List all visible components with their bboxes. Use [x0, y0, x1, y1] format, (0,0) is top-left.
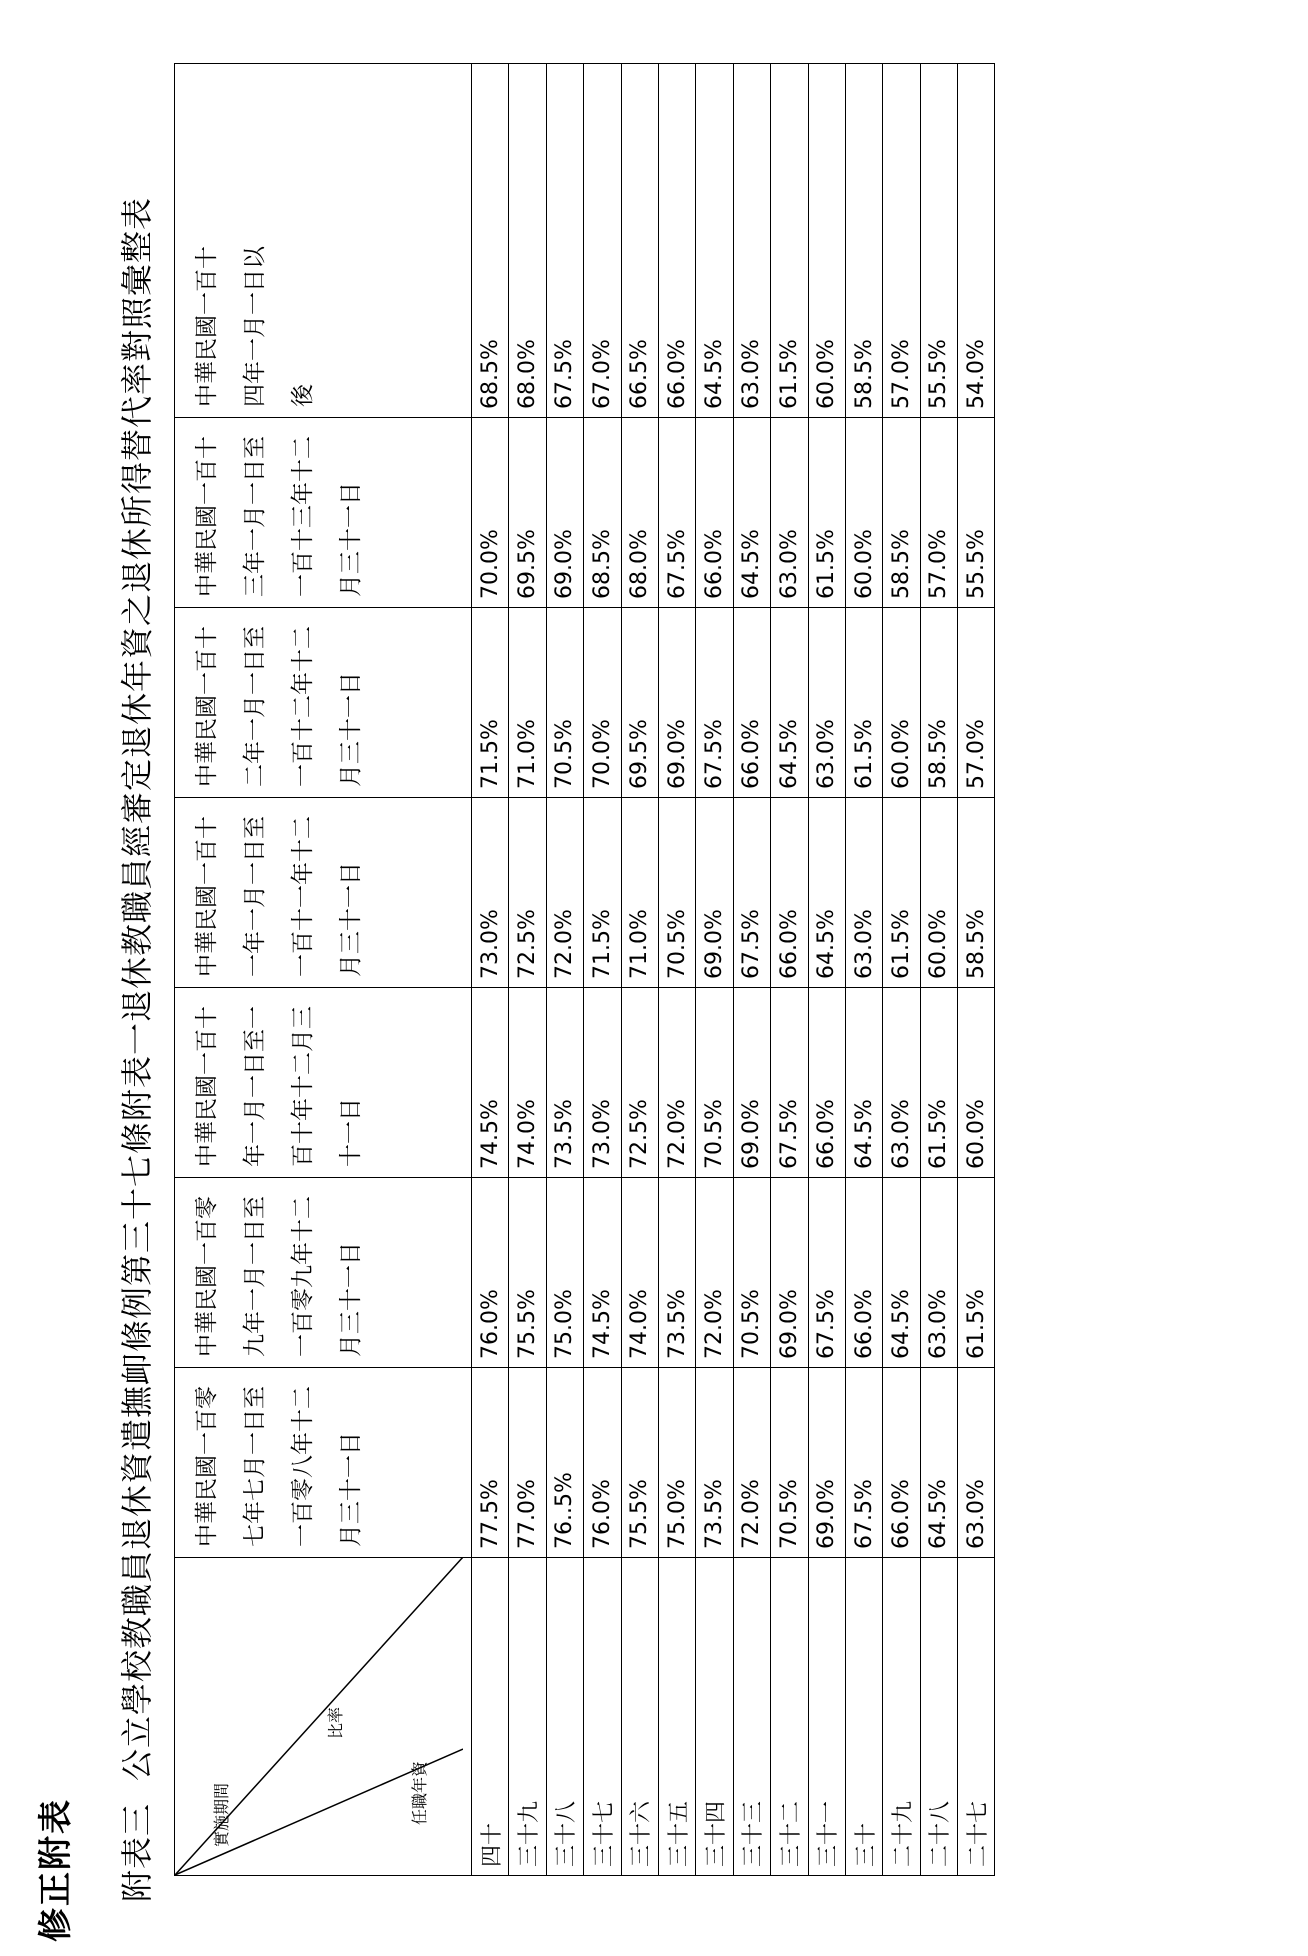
rate-cell: 58.5%: [883, 418, 920, 608]
period-header-line: 百十年十二月三: [290, 1006, 316, 1167]
rate-cell: 75.5%: [509, 1178, 546, 1368]
period-header-line: 月三十一日: [338, 862, 364, 977]
rate-cell: 67.5%: [658, 418, 695, 608]
rate-cell: 64.5%: [845, 988, 882, 1178]
rate-cell: 70.5%: [733, 1178, 770, 1368]
rate-cell: 61.5%: [771, 64, 808, 418]
rate-cell: 60.0%: [958, 988, 995, 1178]
rate-cell: 64.5%: [808, 798, 845, 988]
rate-cell: 61.5%: [883, 798, 920, 988]
rate-cell: 60.0%: [808, 64, 845, 418]
rate-cell: 73.0%: [472, 798, 509, 988]
rate-cell: 66.0%: [845, 1178, 882, 1368]
rate-cell: 67.5%: [808, 1178, 845, 1368]
period-header-line: 月三十一日: [338, 1242, 364, 1357]
rate-cell: 68.5%: [584, 418, 621, 608]
period-header-line: 中華民國一百零: [194, 1386, 220, 1547]
period-header-cell: [175, 988, 472, 1178]
rate-cell: 67.5%: [845, 1368, 882, 1558]
rate-cell: 61.5%: [808, 418, 845, 608]
rate-cell: 63.0%: [958, 1368, 995, 1558]
rate-cell: 70.0%: [584, 608, 621, 798]
table-title-text: 公立學校教職員退休資遣撫卹條例第三十七條附表一退休教職員經審定退休年資之退休所得替代率對照彙整表: [118, 196, 156, 1781]
rate-cell: 71.0%: [621, 798, 658, 988]
rate-cell: 63.0%: [808, 608, 845, 798]
rate-cell: 57.0%: [958, 608, 995, 798]
table-title: [112, 197, 158, 1902]
rate-cell: 73.5%: [658, 1178, 695, 1368]
period-header-cell: [175, 1368, 472, 1558]
rate-cell: 72.0%: [696, 1178, 733, 1368]
rate-cell: 70.5%: [771, 1368, 808, 1558]
rate-cell: 72.5%: [509, 798, 546, 988]
rate-cell: 63.0%: [771, 418, 808, 608]
corner-ratio-label: 比率: [326, 1706, 345, 1739]
period-header-line: 後: [290, 384, 316, 407]
rate-cell: 71.0%: [509, 608, 546, 798]
rate-cell: 74.5%: [584, 1178, 621, 1368]
period-header-cell: [175, 1178, 472, 1368]
rate-cell: 74.0%: [509, 988, 546, 1178]
period-header-cell: [175, 64, 472, 418]
rate-cell: 64.5%: [771, 608, 808, 798]
rate-cell: 67.5%: [733, 798, 770, 988]
period-header-line: 月三十一日: [338, 672, 364, 787]
years-cell: 三十九: [509, 1558, 546, 1876]
rate-cell: 75.0%: [658, 1368, 695, 1558]
period-header-line: 中華民國一百十: [194, 1006, 220, 1167]
table-label: 附表三: [118, 1802, 156, 1902]
period-header-line: 一百十三年十二: [290, 436, 316, 597]
rate-cell: 57.0%: [883, 64, 920, 418]
rate-cell: 61.5%: [958, 1178, 995, 1368]
rate-cell: 66.0%: [696, 418, 733, 608]
rate-cell: 72.5%: [621, 988, 658, 1178]
rate-cell: 55.5%: [958, 418, 995, 608]
rate-cell: 63.0%: [883, 988, 920, 1178]
rate-cell: 72.0%: [658, 988, 695, 1178]
period-header-line: 十一日: [338, 1098, 364, 1167]
period-header-line: 一百十一年十二: [290, 816, 316, 977]
table-row: [845, 64, 882, 1876]
rate-cell: 71.5%: [584, 798, 621, 988]
years-cell: 四十: [472, 1558, 509, 1876]
period-header-line: 年一月一日至一: [242, 1006, 268, 1167]
rate-cell: 66.0%: [771, 798, 808, 988]
rate-cell: 66.0%: [883, 1368, 920, 1558]
rate-cell: 70.5%: [696, 988, 733, 1178]
rate-cell: 66.5%: [621, 64, 658, 418]
period-header-cell: [175, 608, 472, 798]
replacement-rate-table: [174, 63, 995, 1876]
rate-cell: 57.0%: [920, 418, 957, 608]
rate-cell: 69.0%: [658, 608, 695, 798]
period-header-line: 一年一月一日至: [242, 816, 268, 977]
period-header-line: 中華民國一百零: [194, 1196, 220, 1357]
rate-cell: 54.0%: [958, 64, 995, 418]
rate-cell: 58.5%: [958, 798, 995, 988]
rate-cell: 68.5%: [472, 64, 509, 418]
corner-period-label: 實施期間: [212, 1782, 231, 1847]
period-header-line: 七年七月一日至: [242, 1386, 268, 1547]
table-row: [658, 64, 695, 1876]
table-row: [920, 64, 957, 1876]
rate-cell: 76.0%: [584, 1368, 621, 1558]
rate-cell: 63.0%: [920, 1178, 957, 1368]
period-header-line: 中華民國一百十: [194, 246, 220, 407]
years-cell: 三十一: [808, 1558, 845, 1876]
rate-cell: 73.0%: [584, 988, 621, 1178]
rate-cell: 77.5%: [472, 1368, 509, 1558]
years-cell: 三十七: [584, 1558, 621, 1876]
rate-cell: 67.5%: [771, 988, 808, 1178]
rate-cell: 64.5%: [733, 418, 770, 608]
rate-cell: 60.0%: [920, 798, 957, 988]
rate-cell: 61.5%: [920, 988, 957, 1178]
period-header-line: 中華民國一百十: [194, 436, 220, 597]
rate-cell: 70.0%: [472, 418, 509, 608]
period-header-line: 一百零八年十二: [290, 1386, 316, 1547]
rate-cell: 64.5%: [920, 1368, 957, 1558]
rate-cell: 69.0%: [771, 1178, 808, 1368]
years-cell: 三十六: [621, 1558, 658, 1876]
table-row: [733, 64, 770, 1876]
table-row: [696, 64, 733, 1876]
rate-cell: 72.0%: [733, 1368, 770, 1558]
rate-cell: 75.5%: [621, 1368, 658, 1558]
table-row: [883, 64, 920, 1876]
period-header-line: 三年一月一日至: [242, 436, 268, 597]
rate-cell: 69.0%: [546, 418, 583, 608]
rate-cell: 64.5%: [883, 1178, 920, 1368]
years-cell: 三十三: [733, 1558, 770, 1876]
rate-cell: 58.5%: [845, 64, 882, 418]
period-header-line: 月三十一日: [338, 1432, 364, 1547]
rate-cell: 74.5%: [472, 988, 509, 1178]
header-row: [175, 64, 472, 1876]
rate-cell: 73.5%: [546, 988, 583, 1178]
period-header-line: 中華民國一百十: [194, 626, 220, 787]
rate-cell: 66.0%: [658, 64, 695, 418]
period-header-cell: [175, 418, 472, 608]
rate-cell: 61.5%: [845, 608, 882, 798]
rate-cell: 68.0%: [621, 418, 658, 608]
rate-cell: 55.5%: [920, 64, 957, 418]
period-header-line: 九年一月一日至: [242, 1196, 268, 1357]
rate-cell: 67.5%: [696, 608, 733, 798]
rate-cell: 63.0%: [845, 798, 882, 988]
years-cell: 二十九: [883, 1558, 920, 1876]
table-row: [584, 64, 621, 1876]
rate-cell: 64.5%: [696, 64, 733, 418]
period-header-cell: [175, 798, 472, 988]
rate-cell: 75.0%: [546, 1178, 583, 1368]
years-cell: 三十四: [696, 1558, 733, 1876]
rate-cell: 63.0%: [733, 64, 770, 418]
rate-cell: 58.5%: [920, 608, 957, 798]
table-row: [808, 64, 845, 1876]
rate-cell: 68.0%: [509, 64, 546, 418]
rate-cell: 67.5%: [546, 64, 583, 418]
rate-cell: 76.0%: [472, 1178, 509, 1368]
rate-cell: 69.0%: [808, 1368, 845, 1558]
period-header-line: 一百零九年十二: [290, 1196, 316, 1357]
table-row: [546, 64, 583, 1876]
rate-cell: 60.0%: [845, 418, 882, 608]
rate-cell: 76..5%: [546, 1368, 583, 1558]
rate-cell: 66.0%: [808, 988, 845, 1178]
period-header-line: 一百十二年十二: [290, 626, 316, 787]
rate-cell: 77.0%: [509, 1368, 546, 1558]
rate-cell: 72.0%: [546, 798, 583, 988]
table-row: [472, 64, 509, 1876]
period-header-line: 月三十一日: [338, 482, 364, 597]
rate-cell: 69.5%: [509, 418, 546, 608]
rate-cell: 71.5%: [472, 608, 509, 798]
years-cell: 三十: [845, 1558, 882, 1876]
period-header-line: 二年一月一日至: [242, 626, 268, 787]
years-cell: 三十二: [771, 1558, 808, 1876]
rate-cell: 66.0%: [733, 608, 770, 798]
rate-cell: 67.0%: [584, 64, 621, 418]
rate-cell: 70.5%: [658, 798, 695, 988]
corner-cell: [175, 1558, 472, 1876]
period-header-line: 四年一月一日以: [242, 246, 268, 407]
table-row: [771, 64, 808, 1876]
corner-years-label: 任職年資: [410, 1760, 429, 1825]
table-row: [509, 64, 546, 1876]
rate-cell: 69.0%: [733, 988, 770, 1178]
rate-cell: 69.5%: [621, 608, 658, 798]
table-row: [958, 64, 995, 1876]
years-cell: 三十五: [658, 1558, 695, 1876]
years-cell: 二十八: [920, 1558, 957, 1876]
table-row: [621, 64, 658, 1876]
page-heading: 修正附表: [36, 1798, 76, 1942]
period-header-line: 中華民國一百十: [194, 816, 220, 977]
years-cell: 三十八: [546, 1558, 583, 1876]
rate-cell: 74.0%: [621, 1178, 658, 1368]
rate-cell: 69.0%: [696, 798, 733, 988]
rate-cell: 73.5%: [696, 1368, 733, 1558]
years-cell: 二十七: [958, 1558, 995, 1876]
rate-cell: 60.0%: [883, 608, 920, 798]
rate-cell: 70.5%: [546, 608, 583, 798]
